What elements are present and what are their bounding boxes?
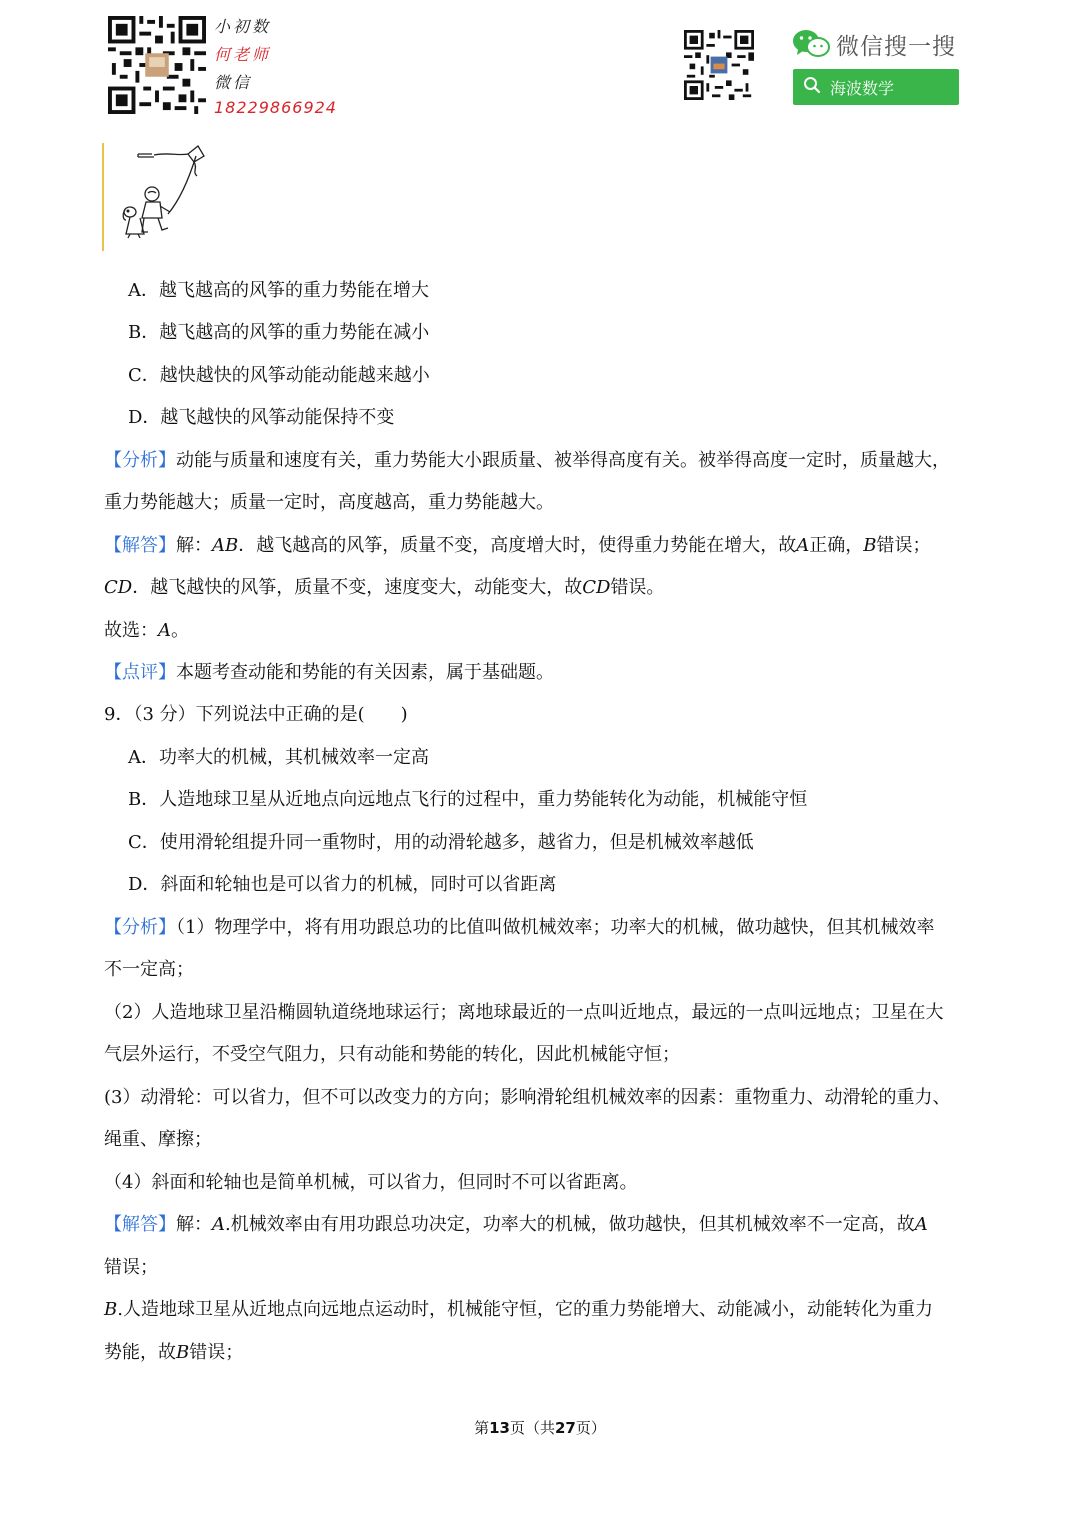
- q9-analysis-line-5: (3）动滑轮：可以省力，但不可以改变力的方向；影响滑轮组机械效率的因素：重物重力、动滑轮的重力、: [104, 1087, 951, 1108]
- answer-math: B: [176, 1342, 190, 1363]
- q9-stem: 9．（3 分）下列说法中正确的是( ): [104, 704, 408, 725]
- search-label: 海波数学: [830, 78, 895, 98]
- q9-answer-line-3: [104, 1298, 933, 1322]
- q9-option-d: D．斜面和轮轴也是可以省力的机械，同时可以省距离: [128, 874, 557, 895]
- comment-tag: 【点评】: [104, 662, 176, 683]
- answer-math: A: [212, 1214, 225, 1235]
- choice-text: 。: [171, 620, 189, 641]
- choice-text: 故选：: [104, 620, 158, 641]
- answer-math: B: [104, 1299, 118, 1320]
- answer-math: AB: [212, 535, 239, 556]
- q8-analysis-line-2: 重力势能越大；质量一定时，高度越高，重力势能越大。: [104, 492, 554, 513]
- q8-option-d: D．越飞越快的风筝动能保持不变: [128, 407, 395, 428]
- answer-math: A: [796, 535, 810, 556]
- answer-math: CD: [582, 577, 611, 598]
- q8-option-c: C．越快越快的风筝动能动能越来越小: [128, 365, 430, 386]
- answer-text: 正确，: [809, 535, 864, 556]
- wechat-search-button[interactable]: [793, 69, 959, 105]
- q8-analysis-line-1: [104, 449, 950, 473]
- qr-code-icon-right: [684, 30, 754, 100]
- q9-analysis-line-6: 绳重、摩擦；: [104, 1129, 212, 1150]
- answer-text: .机械效率由有用功跟总功决定，功率大的机械，做功越快，但其机械效率不一定高，故: [225, 1214, 915, 1235]
- q8-choice-line: [104, 619, 189, 643]
- wechat-logo-icon: [792, 28, 830, 60]
- kite-boy-illustration: [108, 142, 212, 240]
- analysis-text: 动能与质量和速度有关，重力势能大小跟质量、被举得高度有关。被举得高度一定时，质量越大，: [176, 450, 950, 471]
- contact-wechat: 微信: [214, 73, 253, 92]
- answer-text: ．越飞越高的风筝，质量不变，高度增大时，使得重力势能在增大，故: [238, 535, 797, 556]
- contact-teacher: 何老师: [214, 45, 272, 64]
- q9-answer-line-4: [104, 1341, 243, 1365]
- comment-text: 本题考查动能和势能的有关因素，属于基础题。: [176, 662, 554, 683]
- q9-answer-line-1: [104, 1213, 928, 1237]
- q8-option-a: A．越飞越高的风筝的重力势能在增大: [128, 280, 429, 301]
- q8-answer-line-2: [104, 576, 664, 600]
- q9-option-a: A．功率大的机械，其机械效率一定高: [128, 747, 429, 768]
- footer-text: 页（共: [509, 1419, 555, 1437]
- page-total: 27: [555, 1419, 576, 1437]
- answer-text: ．越飞越快的风筝，质量不变，速度变大，动能变大，故: [132, 577, 583, 598]
- q9-analysis-line-2: 不一定高；: [104, 959, 194, 980]
- page-footer: [0, 1417, 1080, 1438]
- qr-code-icon: [108, 16, 206, 114]
- footer-text: 第: [474, 1419, 490, 1437]
- q9-analysis-line-1: [104, 916, 934, 940]
- contact-phone: 18229866924: [214, 98, 337, 117]
- footer-text: 页）: [575, 1419, 606, 1437]
- answer-text: .人造地球卫星从近地点向远地点运动时，机械能守恒，它的重力势能增大、动能减小，动能转化为重力: [117, 1299, 933, 1320]
- answer-text: 解：: [176, 535, 212, 556]
- q9-option-c: C．使用滑轮组提升同一重物时，用的动滑轮越多，越省力，但是机械效率越低: [128, 832, 754, 853]
- page-number: 13: [489, 1419, 510, 1437]
- q9-answer-line-2: 错误；: [104, 1257, 158, 1278]
- wechat-search-title: 微信搜一搜: [836, 34, 956, 60]
- contact-label: 小初数: [214, 17, 272, 36]
- answer-text: 错误。: [610, 577, 665, 598]
- q8-option-b: B．越飞越高的风筝的重力势能在减小: [128, 322, 430, 343]
- answer-text: 错误；: [876, 535, 931, 556]
- analysis-text: （1）物理学中，将有用功跟总功的比值叫做机械效率；功率大的机械，做功越快，但其机械效率: [176, 917, 935, 938]
- answer-math: B: [863, 535, 877, 556]
- analysis-tag: 【分析】: [104, 917, 176, 938]
- search-icon: [803, 76, 821, 98]
- answer-tag: 【解答】: [104, 535, 176, 556]
- q8-answer-line-1: [104, 534, 930, 558]
- choice-math: A: [158, 620, 171, 641]
- q9-analysis-line-4: 气层外运行，不受空气阻力，只有动能和势能的转化，因此机械能守恒；: [104, 1044, 680, 1065]
- answer-text: 错误；: [189, 1342, 244, 1363]
- answer-math: CD: [104, 577, 133, 598]
- answer-text: 解：: [176, 1214, 212, 1235]
- q8-comment-line: [104, 661, 554, 685]
- answer-text: 势能，故: [104, 1342, 176, 1363]
- q9-option-b: B．人造地球卫星从近地点向远地点飞行的过程中，重力势能转化为动能，机械能守恒: [128, 789, 808, 810]
- analysis-tag: 【分析】: [104, 450, 176, 471]
- illustration-rule: [102, 143, 104, 251]
- q9-analysis-line-7: （4）斜面和轮轴也是简单机械，可以省力，但同时不可以省距离。: [104, 1172, 638, 1193]
- answer-tag: 【解答】: [104, 1214, 176, 1235]
- answer-math: A: [914, 1214, 928, 1235]
- q9-analysis-line-3: （2）人造地球卫星沿椭圆轨道绕地球运行；离地球最近的一点叫近地点，最远的一点叫远地点；卫星在大: [104, 1002, 944, 1023]
